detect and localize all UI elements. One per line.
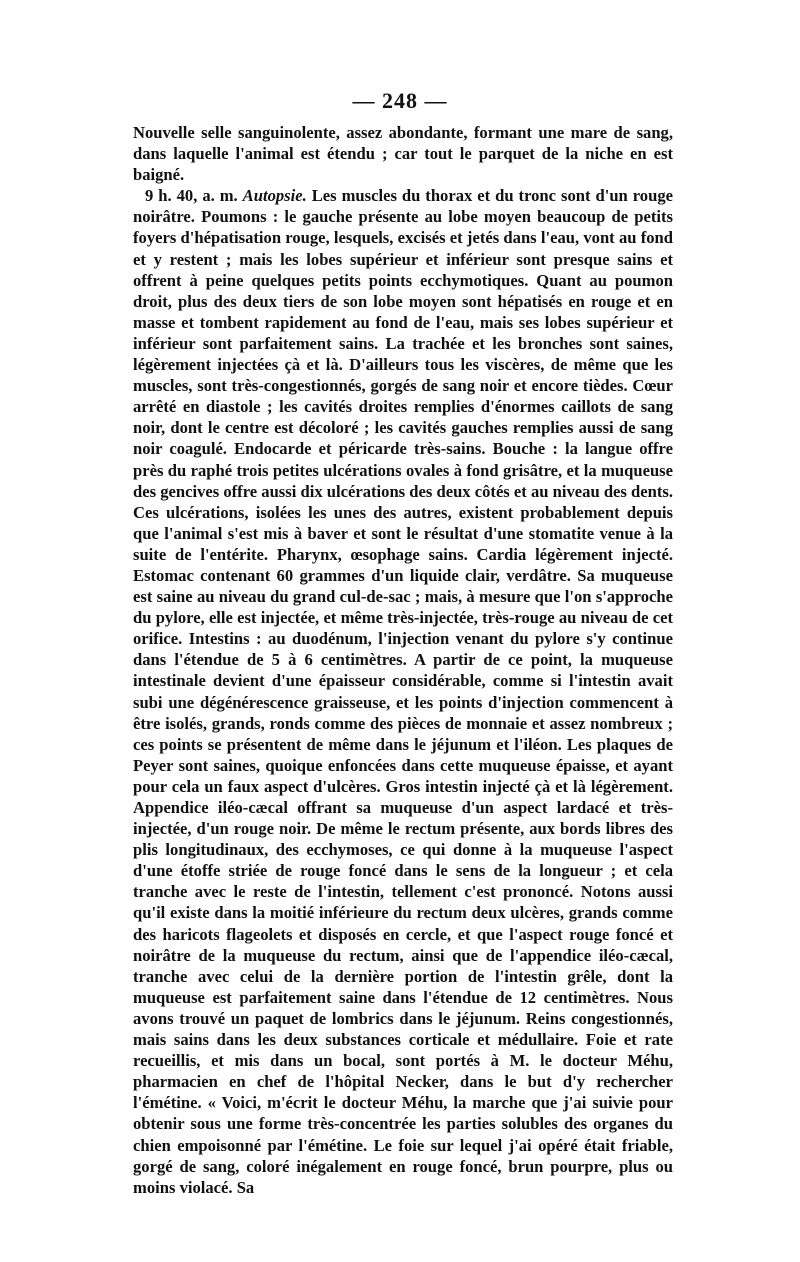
autopsy-heading: Autopsie. bbox=[242, 186, 307, 206]
autopsy-time: 9 h. 40, a. m. bbox=[145, 186, 243, 206]
paragraph-1: Nouvelle selle sanguinolente, assez abondante, formant une mare de sang, dans laquelle l'animal est étendu ; car tout le parquet de la niche en est baigné. bbox=[133, 123, 673, 185]
paragraph-2 bbox=[133, 185, 673, 1198]
body-text bbox=[133, 122, 673, 1198]
page-number: — 248 — bbox=[352, 88, 448, 113]
autopsy-report-text: Les muscles du thorax et du tronc sont d'un rouge noirâtre. Poumons : le gauche présente au lobe moyen beaucoup de petits foyers d'hépatisation rouge, lesquels, excisés et jetés dans l'eau, vont au fond et y restent ; mais les lobes supérieur et inférieur sont presque sains et offrent à peine quelques petits points ecchymotiques. Quant au poumon droit, plus des deux tiers de son lobe moyen sont hépatisés en rouge et en masse et tombent rapidement au fond de l'eau, mais ses lobes supérieur et inférieur sont parfaitement sains. La trachée et les bronches sont saines, légèrement injectées çà et là. D'ailleurs tous les viscères, de même que les muscles, sont très-congestionnés, gorgés de sang noir et encore tièdes. Cœur arrêté en diastole ; les cavités droites remplies d'énormes caillots de sang noir, dont le centre est décoloré ; les cavités gauches remplies aussi de sang noir coagulé. Endocarde et péricarde très-sains. Bouche : la langue offre près du raphé trois petites ulcérations ovales à fond grisâtre, et la muqueuse des gencives offre aussi dix ulcérations des deux côtés et au niveau des dents. Ces ulcérations, isolées les unes des autres, existent probablement depuis que l'animal s'est mis à baver et sont le résultat d'une stomatite venue à la suite de l'entérite. Pharynx, œsophage sains. Cardia légèrement injecté. Estomac contenant 60 grammes d'un liquide clair, verdâtre. Sa muqueuse est saine au niveau du grand cul-de-sac ; mais, à mesure que l'on s'approche du pylore, elle est injectée, et même très-injectée, très-rouge au niveau de cet orifice. Intestins : au duodénum, l'injection venant du pylore s'y continue dans l'étendue de 5 à 6 centimètres. A partir de ce point, la muqueuse intestinale devient d'une épaisseur considérable, comme si l'intestin avait subi une dégénérescence graisseuse, et les points d'injection commencent à être isolés, grands, ronds comme des pièces de monnaie et assez nombreux ; ces points se présentent de même dans le jéjunum et l'iléon. Les plaques de Peyer sont saines, quoique enfoncées dans cette muqueuse épaisse, et ayant pour cela un faux aspect d'ulcères. Gros intestin injecté çà et là légèrement. Appendice iléo-cæcal offrant sa muqueuse d'un aspect lardacé et très-injectée, d'un rouge noir. De même le rectum présente, aux bords libres des plis longitudinaux, des ecchymoses, ce qui donne à la muqueuse l'aspect d'une étoffe striée de rouge foncé dans le sens de la longueur ; et cela tranche avec le reste de l'intestin, tellement c'est prononcé. Notons aussi qu'il existe dans la moitié inférieure du rectum deux ulcères, grands comme des haricots flageolets et disposés en cercle, et que l'aspect rouge foncé et noirâtre de la muqueuse du rectum, ainsi que de l'appendice iléo-cæcal, tranche avec celui de la dernière portion de l'intestin grêle, dont la muqueuse est parfaitement saine dans l'étendue de 12 centimètres. Nous avons trouvé un paquet de lombrics dans le jéjunum. Reins congestionnés, mais sains dans les deux substances corticale et médullaire. Foie et rate recueillis, et mis dans un bocal, sont portés à M. le docteur Méhu, pharmacien en chef de l'hôpital Necker, dans le but d'y rechercher l'émétine. « Voici, m'écrit le docteur Méhu, la marche que j'ai suivie pour obtenir sous une forme très-concentrée les parties solubles des organes du chien empoisonné par l'émétine. Le foie sur lequel j'ai opéré était friable, gorgé de sang, coloré inégalement en rouge foncé, brun pourpre, plus ou moins violacé. Sa bbox=[133, 186, 673, 1197]
